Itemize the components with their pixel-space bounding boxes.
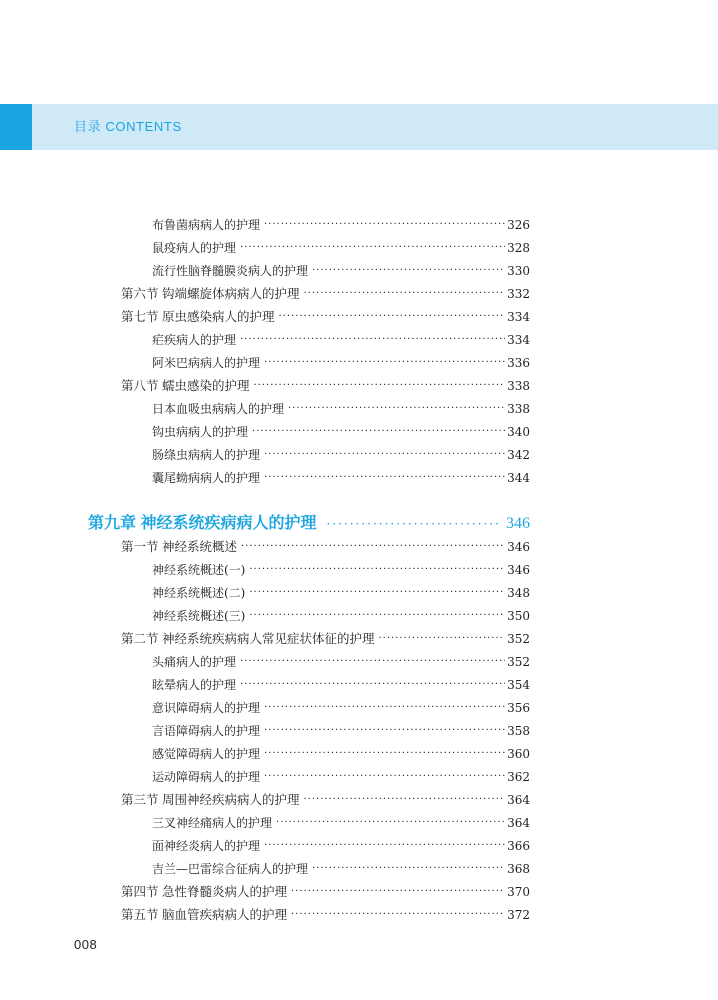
toc-entry-title: 第四节 急性脊髓炎病人的护理 xyxy=(121,885,287,899)
toc-section[interactable] xyxy=(121,308,530,326)
toc-entry-title: 眩晕病人的护理 xyxy=(152,678,237,692)
toc-entry-title: 头痛病人的护理 xyxy=(152,655,237,669)
dot-leader xyxy=(291,883,505,901)
toc-entry-title: 感觉障碍病人的护理 xyxy=(152,747,261,761)
toc-item[interactable] xyxy=(152,354,530,372)
toc-entry-page: 352 xyxy=(507,655,530,669)
toc-entry-page: 352 xyxy=(507,632,530,646)
toc-entry-page: 340 xyxy=(507,425,530,439)
dot-leader xyxy=(253,377,505,395)
toc-entry-page: 358 xyxy=(507,724,530,738)
toc-section[interactable] xyxy=(121,285,530,303)
dot-leader xyxy=(249,584,505,602)
dot-leader xyxy=(264,837,505,855)
toc-item[interactable] xyxy=(152,814,530,832)
toc-entry-title: 神经系统概述(三) xyxy=(152,609,246,623)
toc-entry-page: 356 xyxy=(507,701,530,715)
dot-leader xyxy=(378,630,505,648)
toc-entry-title: 阿米巴病病人的护理 xyxy=(152,356,261,370)
dot-leader xyxy=(240,331,505,349)
dot-leader xyxy=(264,469,505,487)
dot-leader xyxy=(264,216,505,234)
toc-section[interactable] xyxy=(121,630,530,648)
toc-entry-page: 334 xyxy=(507,333,530,347)
toc-entry-title: 鼠疫病人的护理 xyxy=(152,241,237,255)
dot-leader xyxy=(264,768,505,786)
toc-entry-title: 三叉神经痛病人的护理 xyxy=(152,816,273,830)
toc-entry-title: 第三节 周围神经疾病病人的护理 xyxy=(121,793,300,807)
toc-entry-page: 354 xyxy=(507,678,530,692)
dot-leader xyxy=(264,745,505,763)
toc-item[interactable] xyxy=(152,400,530,418)
toc-entry-title: 神经系统概述(一) xyxy=(152,563,246,577)
toc-entry-title: 言语障碍病人的护理 xyxy=(152,724,261,738)
toc-entry-title: 运动障碍病人的护理 xyxy=(152,770,261,784)
toc-item[interactable] xyxy=(152,722,530,740)
toc-entry-page: 344 xyxy=(507,471,530,485)
toc-entry-title: 神经系统概述(二) xyxy=(152,586,246,600)
dot-leader xyxy=(264,722,505,740)
toc-entry-page: 338 xyxy=(507,402,530,416)
dot-leader xyxy=(303,285,505,303)
dot-leader xyxy=(249,607,505,625)
toc-item[interactable] xyxy=(152,607,530,625)
toc-entry-page: 362 xyxy=(507,770,530,784)
dot-leader xyxy=(240,676,505,694)
toc-entry-title: 吉兰—巴雷综合征病人的护理 xyxy=(152,862,309,876)
toc-entry-page: 372 xyxy=(507,908,530,922)
toc-item[interactable] xyxy=(152,653,530,671)
toc-entry-page: 360 xyxy=(507,747,530,761)
toc-item[interactable] xyxy=(152,469,530,487)
dot-leader xyxy=(241,538,505,556)
dot-leader xyxy=(252,423,505,441)
toc-entry-page: 326 xyxy=(507,218,530,232)
toc-section[interactable] xyxy=(121,906,530,924)
toc-item[interactable] xyxy=(152,676,530,694)
toc-section[interactable] xyxy=(121,538,530,556)
toc-entry-page: 346 xyxy=(507,540,530,554)
toc-item[interactable] xyxy=(152,331,530,349)
toc-entry-title: 布鲁菌病病人的护理 xyxy=(152,218,261,232)
toc-entry-page: 348 xyxy=(507,586,530,600)
toc-item[interactable] xyxy=(152,699,530,717)
toc-item[interactable] xyxy=(152,216,530,234)
toc-entry-title: 第七节 原虫感染病人的护理 xyxy=(121,310,275,324)
toc-entry-title: 面神经炎病人的护理 xyxy=(152,839,261,853)
toc-item[interactable] xyxy=(152,423,530,441)
toc-entry-title: 第二节 神经系统疾病病人常见症状体征的护理 xyxy=(121,632,375,646)
toc-section[interactable] xyxy=(121,883,530,901)
toc-item[interactable] xyxy=(152,446,530,464)
toc-entry-page: 330 xyxy=(507,264,530,278)
toc-entry-title: 第六节 钩端螺旋体病病人的护理 xyxy=(121,287,300,301)
toc-chapter[interactable] xyxy=(88,512,530,536)
toc-entry-page: 346 xyxy=(506,515,530,532)
toc-item[interactable] xyxy=(152,561,530,579)
toc-entry-title: 疟疾病人的护理 xyxy=(152,333,237,347)
toc-entry-title: 第五节 脑血管疾病病人的护理 xyxy=(121,908,287,922)
toc-entry-title: 意识障碍病人的护理 xyxy=(152,701,261,715)
dot-leader xyxy=(240,653,505,671)
toc-entry-page: 334 xyxy=(507,310,530,324)
dot-leader xyxy=(278,308,505,326)
toc-section[interactable] xyxy=(121,377,530,395)
toc-entry-title: 第八节 蠕虫感染的护理 xyxy=(121,379,250,393)
page-number: 008 xyxy=(74,937,98,952)
toc-item[interactable] xyxy=(152,239,530,257)
toc-entry-page: 342 xyxy=(507,448,530,462)
toc-item[interactable] xyxy=(152,837,530,855)
toc-entry-page: 328 xyxy=(507,241,530,255)
dot-leader xyxy=(264,446,505,464)
toc-entry-page: 346 xyxy=(507,563,530,577)
dot-leader xyxy=(312,262,505,280)
toc-entry-title: 第九章 神经系统疾病病人的护理 xyxy=(88,515,317,532)
dot-leader xyxy=(303,791,505,809)
toc-entry-title: 钩虫病病人的护理 xyxy=(152,425,249,439)
dot-leader xyxy=(264,354,505,372)
toc-entry-title: 囊尾蚴病病人的护理 xyxy=(152,471,261,485)
dot-leader xyxy=(276,814,505,832)
page-title: 目录 CONTENTS xyxy=(74,119,182,134)
toc-item[interactable] xyxy=(152,768,530,786)
toc-item[interactable] xyxy=(152,262,530,280)
toc-entry-page: 364 xyxy=(507,793,530,807)
dot-leader xyxy=(240,239,505,257)
dot-leader xyxy=(326,512,500,536)
dot-leader xyxy=(288,400,505,418)
toc-entry-page: 364 xyxy=(507,816,530,830)
toc-entry-title: 肠绦虫病病人的护理 xyxy=(152,448,261,462)
toc-item[interactable] xyxy=(152,860,530,878)
toc-item[interactable] xyxy=(152,745,530,763)
toc-section[interactable] xyxy=(121,791,530,809)
toc-entry-title: 流行性脑脊髓膜炎病人的护理 xyxy=(152,264,309,278)
toc-entry-page: 332 xyxy=(507,287,530,301)
toc-entry-page: 350 xyxy=(507,609,530,623)
dot-leader xyxy=(249,561,505,579)
dot-leader xyxy=(312,860,505,878)
toc-entry-page: 336 xyxy=(507,356,530,370)
dot-leader xyxy=(264,699,505,717)
toc-entry-title: 第一节 神经系统概述 xyxy=(121,540,237,554)
toc-entry-page: 338 xyxy=(507,379,530,393)
toc-entry-page: 366 xyxy=(507,839,530,853)
toc-entry-page: 370 xyxy=(507,885,530,899)
toc-item[interactable] xyxy=(152,584,530,602)
toc-entry-page: 368 xyxy=(507,862,530,876)
toc-entry-title: 日本血吸虫病病人的护理 xyxy=(152,402,285,416)
dot-leader xyxy=(291,906,505,924)
